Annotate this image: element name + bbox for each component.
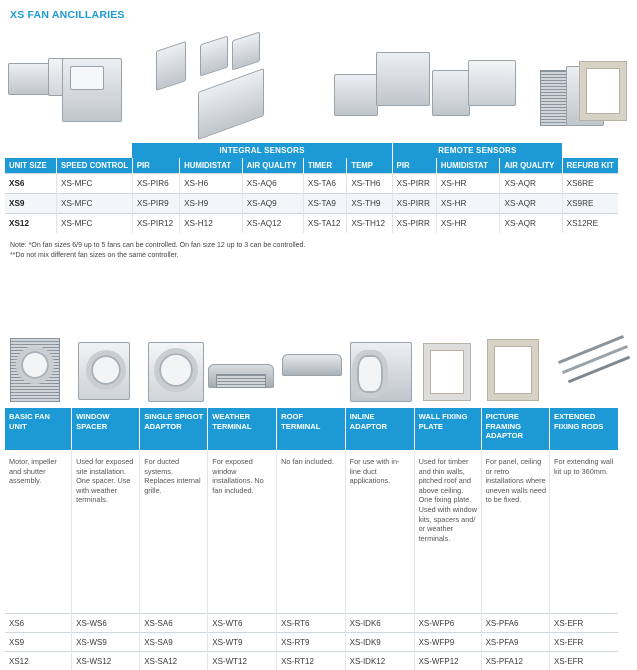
table-cell: XS-EFR [550,633,619,652]
table-cell: XS-TA6 [303,174,346,194]
table-cell: XS9 [5,633,72,652]
table-cell: XS-MFC [57,194,133,214]
table-cell: XS-AQR [500,214,562,234]
description-cell: Used for exposed site installation. One spacer. Use with weather terminals. [72,450,140,614]
table-cell: XS-AQ12 [242,214,303,234]
table-cell: XS-TH12 [347,214,392,234]
table-cell: XS-RT9 [277,633,345,652]
table-cell: XS-PIR12 [132,214,179,234]
table-cell: XS9 [5,194,57,214]
table-cell: XS-PFA9 [481,633,549,652]
table-cell: XS-TA12 [303,214,346,234]
table-cell: XS-H9 [180,194,243,214]
table-cell: XS12RE [562,214,618,234]
table-cell: XS-PIR6 [132,174,179,194]
description-cell: For use with in-line duct applications. [345,450,414,614]
sensors-header-row [5,158,618,174]
table-cell: XS-AQ6 [242,174,303,194]
table-cell: XS-AQR [500,194,562,214]
table-cell: XS12 [5,652,72,670]
table-cell: XS-AQR [500,174,562,194]
column-header: PICTURE FRAMING ADAPTOR [481,408,549,450]
column-header: SPEED CONTROL [57,158,133,174]
description-row [5,450,618,614]
table-row [5,614,618,633]
table-row [5,214,618,234]
note-line: Note: *On fan sizes 6/9 up to 5 fans can be controlled. On fan size 12 up to 3 can be controlled. [10,241,305,251]
ancillaries-header-row [5,408,618,450]
table-cell: XS-H6 [180,174,243,194]
table-cell: XS-SA6 [140,614,208,633]
table-cell: XS-IDK6 [345,614,414,633]
column-header: BASIC FAN UNIT [5,408,72,450]
description-cell: For extending wall kit up to 360mm. [550,450,619,614]
table-cell: XS-RT12 [277,652,345,670]
description-cell: Motor, impeller and shutter assembly. [5,450,72,614]
column-header: INLINE ADAPTOR [345,408,414,450]
table-row [5,194,618,214]
column-header: AIR QUALITY [500,158,562,174]
table-cell: XS-PFA12 [481,652,549,670]
table-cell: XS-PFA6 [481,614,549,633]
column-header: TEMP [347,158,392,174]
table-cell: XS-TH6 [347,174,392,194]
table-cell: XS-WT6 [208,614,277,633]
column-header: HUMIDISTAT [436,158,500,174]
table-cell: XS-WS9 [72,633,140,652]
table-cell: XS-HR [436,214,500,234]
page-title: XS FAN ANCILLARIES [10,9,125,21]
table-cell: XS-SA9 [140,633,208,652]
table-cell: XS-TH9 [347,194,392,214]
table-cell: XS-RT6 [277,614,345,633]
table-cell: XS-MFC [57,214,133,234]
column-header: PIR [132,158,179,174]
column-header: WINDOW SPACER [72,408,140,450]
integral-sensors-header: INTEGRAL SENSORS [132,143,392,158]
table-cell: XS6RE [562,174,618,194]
column-header: ROOF TERMINAL [277,408,345,450]
ancillaries-table [5,408,618,670]
table-cell: XS-H12 [180,214,243,234]
sensors-table [5,143,618,233]
table-cell: XS-WT9 [208,633,277,652]
column-header: TIMER [303,158,346,174]
table-cell: XS-EFR [550,652,619,670]
table-cell: XS-HR [436,194,500,214]
table-cell: XS6 [5,174,57,194]
table-notes [10,241,305,261]
table-cell: XS-EFR [550,614,619,633]
table-cell: XS6 [5,614,72,633]
table-cell: XS-WS6 [72,614,140,633]
column-header: UNIT SIZE [5,158,57,174]
column-header: PIR [392,158,436,174]
column-header: WALL FIXING PLATE [414,408,481,450]
table-cell: XS-WFP9 [414,633,481,652]
description-cell: For exposed window installations. No fan included. [208,450,277,614]
note-line: **Do not mix different fan sizes on the same controller. [10,251,305,261]
table-row [5,652,618,670]
table-cell: XS-WT12 [208,652,277,670]
column-header: HUMIDISTAT [180,158,243,174]
ancillary-products-photo [0,330,637,405]
table-cell: XS-AQ9 [242,194,303,214]
column-header: EXTENDED FIXING RODS [550,408,619,450]
table-cell: XS-PIRR [392,214,436,234]
column-header: WEATHER TERMINAL [208,408,277,450]
description-cell: Used for timber and thin walls, pitched roof and above ceiling. One fixing plate. Used with window kits, spacers and/ or weather terminals. [414,450,481,614]
column-header: AIR QUALITY [242,158,303,174]
table-cell: XS-TA9 [303,194,346,214]
table-cell: XS-PIRR [392,194,436,214]
column-header: SINGLE SPIGOT ADAPTOR [140,408,208,450]
table-cell: XS12 [5,214,57,234]
sensor-products-photo [0,28,637,138]
table-cell: XS-HR [436,174,500,194]
description-cell: For ducted systems. Replaces internal grille. [140,450,208,614]
description-cell: For panel, ceiling or retro installations where uneven walls need to be fixed. [481,450,549,614]
table-row [5,174,618,194]
remote-sensors-header: REMOTE SENSORS [392,143,562,158]
table-cell: XS-SA12 [140,652,208,670]
table-cell: XS9RE [562,194,618,214]
table-cell: XS-IDK9 [345,633,414,652]
table-cell: XS-PIRR [392,174,436,194]
table-row [5,633,618,652]
table-cell: XS-PIR9 [132,194,179,214]
description-cell: No fan included. [277,450,345,614]
table-cell: XS-WFP12 [414,652,481,670]
table-cell: XS-IDK12 [345,652,414,670]
column-header: REFURB KIT [562,158,618,174]
table-cell: XS-WFP6 [414,614,481,633]
table-cell: XS-MFC [57,174,133,194]
table-cell: XS-WS12 [72,652,140,670]
